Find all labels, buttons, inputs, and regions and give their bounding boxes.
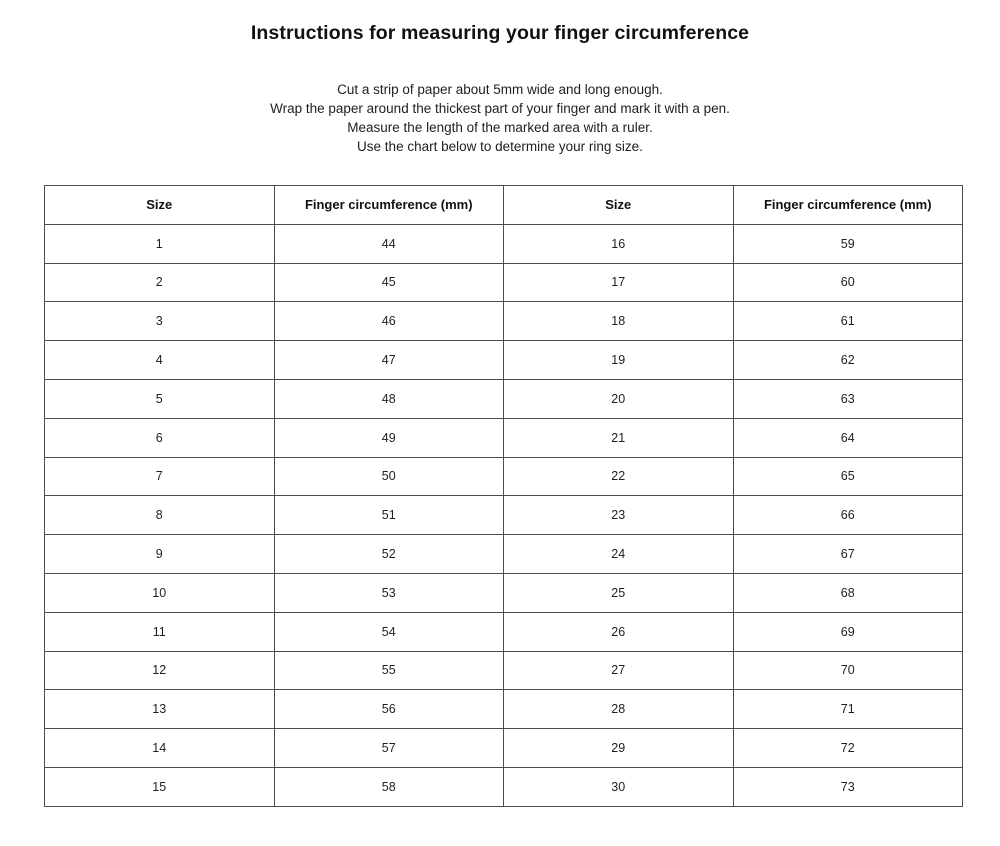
table-cell: 21 — [504, 418, 734, 457]
table-cell: 8 — [45, 496, 275, 535]
table-cell: 61 — [733, 302, 963, 341]
table-row — [45, 767, 963, 806]
table-cell: 56 — [274, 690, 504, 729]
table-cell: 6 — [45, 418, 275, 457]
table-cell: 28 — [504, 690, 734, 729]
table-cell: 48 — [274, 379, 504, 418]
table-cell: 71 — [733, 690, 963, 729]
table-row — [45, 341, 963, 380]
table-cell: 20 — [504, 379, 734, 418]
table-header-row — [45, 186, 963, 225]
table-row — [45, 612, 963, 651]
table-cell: 58 — [274, 767, 504, 806]
column-header: Finger circumference (mm) — [274, 186, 504, 225]
instructions — [0, 80, 1000, 156]
table-cell: 4 — [45, 341, 275, 380]
table-cell: 27 — [504, 651, 734, 690]
column-header: Size — [504, 186, 734, 225]
table-cell: 12 — [45, 651, 275, 690]
table-cell: 30 — [504, 767, 734, 806]
table-head — [45, 186, 963, 225]
table-body — [45, 224, 963, 806]
table-cell: 22 — [504, 457, 734, 496]
table-row — [45, 379, 963, 418]
table-row — [45, 418, 963, 457]
table-cell: 65 — [733, 457, 963, 496]
table-cell: 64 — [733, 418, 963, 457]
table-cell: 1 — [45, 224, 275, 263]
table-cell: 62 — [733, 341, 963, 380]
table-cell: 50 — [274, 457, 504, 496]
table-cell: 23 — [504, 496, 734, 535]
instruction-line: Use the chart below to determine your ring size. — [357, 139, 643, 154]
table-cell: 73 — [733, 767, 963, 806]
table-cell: 13 — [45, 690, 275, 729]
table-cell: 5 — [45, 379, 275, 418]
table-cell: 16 — [504, 224, 734, 263]
table-row — [45, 263, 963, 302]
table-cell: 44 — [274, 224, 504, 263]
table-cell: 59 — [733, 224, 963, 263]
page-title: Instructions for measuring your finger circumference — [250, 22, 750, 44]
table-cell: 14 — [45, 729, 275, 768]
table-row — [45, 224, 963, 263]
table-row — [45, 690, 963, 729]
ring-size-table — [44, 185, 963, 807]
table-cell: 10 — [45, 573, 275, 612]
column-header: Finger circumference (mm) — [733, 186, 963, 225]
table-cell: 60 — [733, 263, 963, 302]
table-cell: 7 — [45, 457, 275, 496]
table-cell: 15 — [45, 767, 275, 806]
table-cell: 26 — [504, 612, 734, 651]
table-cell: 57 — [274, 729, 504, 768]
table-row — [45, 302, 963, 341]
table-cell: 54 — [274, 612, 504, 651]
table-cell: 9 — [45, 535, 275, 574]
table-cell: 55 — [274, 651, 504, 690]
table-cell: 17 — [504, 263, 734, 302]
column-header: Size — [45, 186, 275, 225]
table-cell: 11 — [45, 612, 275, 651]
table-cell: 66 — [733, 496, 963, 535]
table-row — [45, 729, 963, 768]
table-cell: 24 — [504, 535, 734, 574]
table-cell: 51 — [274, 496, 504, 535]
table-row — [45, 573, 963, 612]
table-cell: 2 — [45, 263, 275, 302]
table-cell: 45 — [274, 263, 504, 302]
table-cell: 69 — [733, 612, 963, 651]
table-cell: 70 — [733, 651, 963, 690]
table-cell: 3 — [45, 302, 275, 341]
ring-size-guide-page — [0, 22, 1000, 846]
table-cell: 18 — [504, 302, 734, 341]
table-row — [45, 457, 963, 496]
table-cell: 72 — [733, 729, 963, 768]
table-cell: 19 — [504, 341, 734, 380]
table-cell: 67 — [733, 535, 963, 574]
table-row — [45, 496, 963, 535]
table-cell: 52 — [274, 535, 504, 574]
table-cell: 25 — [504, 573, 734, 612]
table-row — [45, 535, 963, 574]
table-cell: 63 — [733, 379, 963, 418]
instruction-line: Measure the length of the marked area with a ruler. — [347, 120, 653, 135]
table-cell: 68 — [733, 573, 963, 612]
instruction-line: Cut a strip of paper about 5mm wide and long enough. — [337, 82, 663, 97]
table-cell: 29 — [504, 729, 734, 768]
table-cell: 53 — [274, 573, 504, 612]
table-cell: 46 — [274, 302, 504, 341]
instruction-line: Wrap the paper around the thickest part of your finger and mark it with a pen. — [270, 101, 730, 116]
table-cell: 47 — [274, 341, 504, 380]
table-row — [45, 651, 963, 690]
table-cell: 49 — [274, 418, 504, 457]
